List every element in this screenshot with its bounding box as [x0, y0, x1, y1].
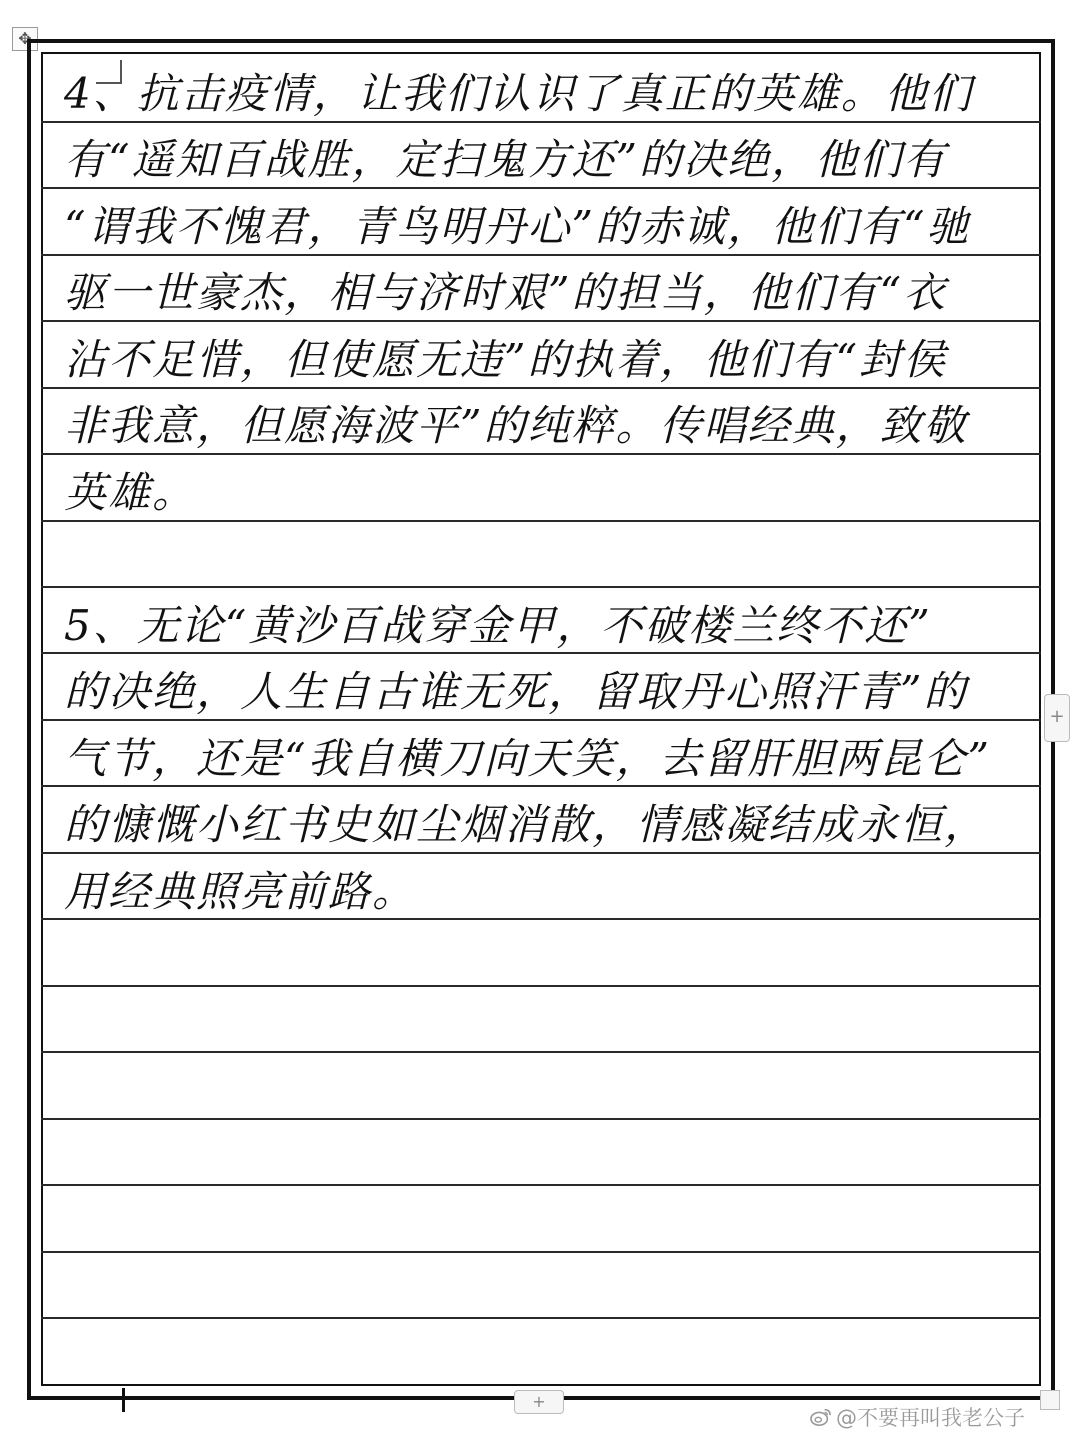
ruled-line	[41, 1184, 1041, 1186]
text-line: 气节，还是“我自横刀向天笑，去留肝胆两昆仑”	[64, 734, 991, 783]
ruled-line	[41, 985, 1041, 987]
text-line: 英雄。	[64, 468, 197, 517]
table-move-handle-icon[interactable]: ✥	[12, 27, 38, 51]
table-resize-handle-icon[interactable]: +	[1044, 694, 1070, 742]
text-line: 驱一世豪杰，相与济时艰”的担当，他们有“衣	[64, 268, 947, 317]
text-cursor-icon	[122, 1388, 125, 1412]
ruled-line	[41, 1317, 1041, 1319]
ruled-line	[41, 586, 1041, 588]
text-line: 用经典照亮前路。	[64, 867, 417, 916]
watermark-text: @不要再叫我老公子	[836, 1406, 1025, 1430]
table-corner-resize-icon[interactable]	[1040, 1390, 1060, 1410]
text-line: 5、无论“黄沙百战穿金甲，不破楼兰终不还”	[64, 601, 932, 650]
text-line: 非我意，但愿海波平”的纯粹。传唱经典，致敬	[64, 401, 968, 450]
text-line: 的慷慨小红书史如尘烟消散，情感凝结成永恒，	[64, 800, 989, 849]
text-line: 的决绝，人生自古谁无死，留取丹心照汗青”的	[64, 667, 968, 716]
ruled-line	[41, 1251, 1041, 1253]
text-line: 4、抗击疫情，让我们认识了真正的英雄。他们	[64, 69, 973, 118]
watermark	[810, 1402, 1025, 1432]
add-row-handle-icon[interactable]: +	[514, 1390, 564, 1414]
weibo-icon	[810, 1407, 832, 1427]
ruled-line	[41, 1118, 1041, 1120]
text-line: 沾不足惜，但使愿无违”的执着，他们有“封侯	[64, 335, 947, 384]
text-line: “谓我不愧君，青鸟明丹心”的赤诚，他们有“驰	[64, 202, 971, 251]
text-line: 有“遥知百战胜，定扫鬼方还”的决绝，他们有	[64, 135, 947, 184]
ruled-line	[41, 1051, 1041, 1053]
